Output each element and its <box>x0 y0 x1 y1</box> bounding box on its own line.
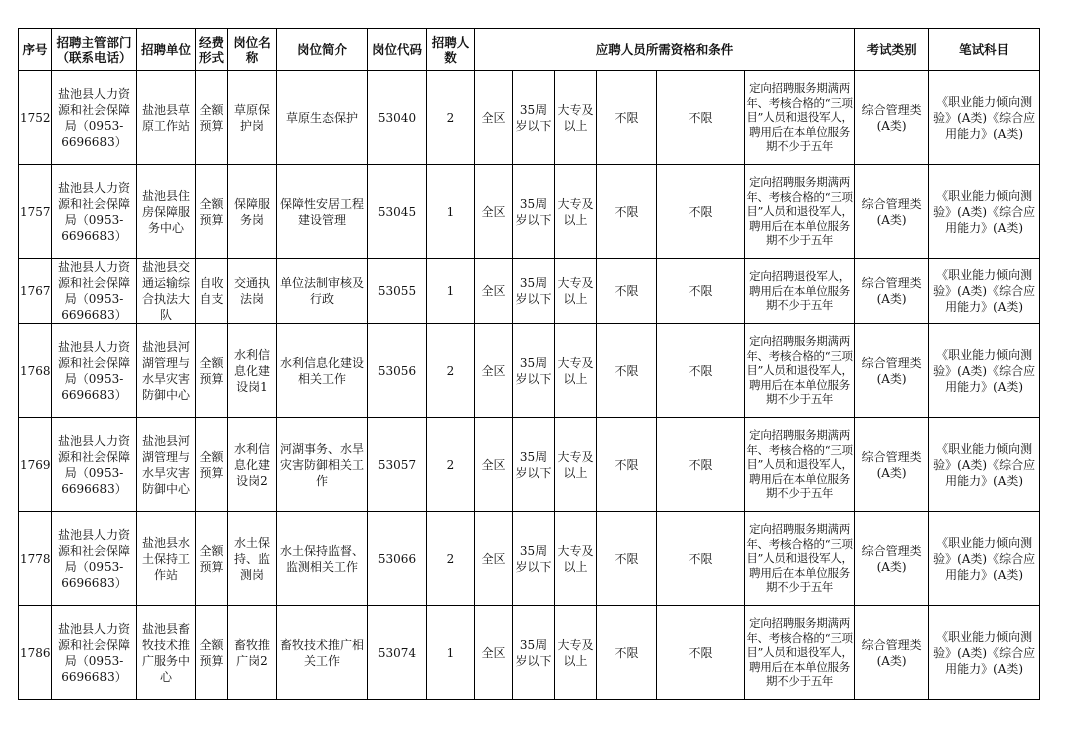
exam-type-cell: 综合管理类(A类) <box>855 165 929 259</box>
funding-cell: 自收自支 <box>196 259 228 324</box>
unit-cell: 盐池县住房保障服务中心 <box>137 165 196 259</box>
table-row <box>19 259 1040 324</box>
dept-cell: 盐池县人力资源和社会保障局（0953-6696683） <box>52 512 137 606</box>
special-requirements-cell: 定向招聘服务期满两年、考核合格的“三项目”人员和退役军人，聘用后在本单位服务期不少于五年 <box>745 512 855 606</box>
funding-cell: 全额预算 <box>196 512 228 606</box>
age-cell: 35周岁以下 <box>513 165 555 259</box>
post-code-cell: 53057 <box>368 418 427 512</box>
post-name-cell: 交通执法岗 <box>228 259 277 324</box>
condition-cell: 不限 <box>597 71 657 165</box>
post-name-cell: 水利信息化建设岗2 <box>228 418 277 512</box>
condition-cell: 不限 <box>597 259 657 324</box>
table-row <box>19 324 1040 418</box>
post-desc-cell: 水土保持监督、监测相关工作 <box>277 512 368 606</box>
written-subject-cell: 《职业能力倾向测验》(A类)《综合应用能力》(A类) <box>929 259 1040 324</box>
education-cell: 大专及以上 <box>555 418 597 512</box>
header-dept: 招聘主管部门（联系电话） <box>52 29 137 71</box>
header-post-desc: 岗位简介 <box>277 29 368 71</box>
dept-cell: 盐池县人力资源和社会保障局（0953-6696683） <box>52 259 137 324</box>
seq-cell: 1767 <box>19 259 52 324</box>
age-cell: 35周岁以下 <box>513 259 555 324</box>
special-requirements-cell: 定向招聘退役军人，聘用后在本单位服务期不少于五年 <box>745 259 855 324</box>
region-cell: 全区 <box>475 418 513 512</box>
count-cell: 2 <box>427 324 475 418</box>
dept-cell: 盐池县人力资源和社会保障局（0953-6696683） <box>52 71 137 165</box>
header-row <box>19 29 1040 71</box>
region-cell: 全区 <box>475 165 513 259</box>
condition-cell: 不限 <box>657 324 745 418</box>
post-desc-cell: 畜牧技术推广相关工作 <box>277 606 368 700</box>
condition-cell: 不限 <box>597 512 657 606</box>
seq-cell: 1786 <box>19 606 52 700</box>
post-name-cell: 保障服务岗 <box>228 165 277 259</box>
funding-cell: 全额预算 <box>196 418 228 512</box>
written-subject-cell: 《职业能力倾向测验》(A类)《综合应用能力》(A类) <box>929 606 1040 700</box>
exam-type-cell: 综合管理类(A类) <box>855 606 929 700</box>
seq-cell: 1757 <box>19 165 52 259</box>
header-unit: 招聘单位 <box>137 29 196 71</box>
header-post-code: 岗位代码 <box>368 29 427 71</box>
count-cell: 1 <box>427 606 475 700</box>
header-seq: 序号 <box>19 29 52 71</box>
unit-cell: 盐池县河湖管理与水旱灾害防御中心 <box>137 418 196 512</box>
written-subject-cell: 《职业能力倾向测验》(A类)《综合应用能力》(A类) <box>929 324 1040 418</box>
table-row <box>19 165 1040 259</box>
post-name-cell: 水土保持、监测岗 <box>228 512 277 606</box>
count-cell: 2 <box>427 71 475 165</box>
education-cell: 大专及以上 <box>555 259 597 324</box>
header-post-name: 岗位名称 <box>228 29 277 71</box>
region-cell: 全区 <box>475 259 513 324</box>
condition-cell: 不限 <box>657 606 745 700</box>
dept-cell: 盐池县人力资源和社会保障局（0953-6696683） <box>52 165 137 259</box>
count-cell: 1 <box>427 165 475 259</box>
unit-cell: 盐池县交通运输综合执法大队 <box>137 259 196 324</box>
funding-cell: 全额预算 <box>196 606 228 700</box>
post-desc-cell: 草原生态保护 <box>277 71 368 165</box>
age-cell: 35周岁以下 <box>513 606 555 700</box>
condition-cell: 不限 <box>597 324 657 418</box>
post-code-cell: 53056 <box>368 324 427 418</box>
seq-cell: 1769 <box>19 418 52 512</box>
post-code-cell: 53074 <box>368 606 427 700</box>
post-desc-cell: 单位法制审核及行政 <box>277 259 368 324</box>
post-code-cell: 53066 <box>368 512 427 606</box>
special-requirements-cell: 定向招聘服务期满两年、考核合格的“三项目”人员和退役军人，聘用后在本单位服务期不少于五年 <box>745 606 855 700</box>
region-cell: 全区 <box>475 324 513 418</box>
condition-cell: 不限 <box>657 418 745 512</box>
post-desc-cell: 河湖事务、水旱灾害防御相关工作 <box>277 418 368 512</box>
exam-type-cell: 综合管理类(A类) <box>855 259 929 324</box>
dept-cell: 盐池县人力资源和社会保障局（0953-6696683） <box>52 418 137 512</box>
region-cell: 全区 <box>475 71 513 165</box>
condition-cell: 不限 <box>597 165 657 259</box>
post-desc-cell: 保障性安居工程建设管理 <box>277 165 368 259</box>
post-name-cell: 畜牧推广岗2 <box>228 606 277 700</box>
dept-cell: 盐池县人力资源和社会保障局（0953-6696683） <box>52 324 137 418</box>
seq-cell: 1778 <box>19 512 52 606</box>
exam-type-cell: 综合管理类(A类) <box>855 418 929 512</box>
header-exam-type: 考试类别 <box>855 29 929 71</box>
education-cell: 大专及以上 <box>555 512 597 606</box>
header-written-subject: 笔试科目 <box>929 29 1040 71</box>
table-row <box>19 606 1040 700</box>
header-funding: 经费形式 <box>196 29 228 71</box>
post-name-cell: 草原保护岗 <box>228 71 277 165</box>
seq-cell: 1768 <box>19 324 52 418</box>
exam-type-cell: 综合管理类(A类) <box>855 71 929 165</box>
unit-cell: 盐池县河湖管理与水旱灾害防御中心 <box>137 324 196 418</box>
education-cell: 大专及以上 <box>555 165 597 259</box>
funding-cell: 全额预算 <box>196 71 228 165</box>
dept-cell: 盐池县人力资源和社会保障局（0953-6696683） <box>52 606 137 700</box>
exam-type-cell: 综合管理类(A类) <box>855 324 929 418</box>
count-cell: 1 <box>427 259 475 324</box>
condition-cell: 不限 <box>657 71 745 165</box>
table-row <box>19 418 1040 512</box>
count-cell: 2 <box>427 418 475 512</box>
table-row <box>19 71 1040 165</box>
post-code-cell: 53040 <box>368 71 427 165</box>
post-code-cell: 53055 <box>368 259 427 324</box>
condition-cell: 不限 <box>657 165 745 259</box>
condition-cell: 不限 <box>657 259 745 324</box>
condition-cell: 不限 <box>597 418 657 512</box>
age-cell: 35周岁以下 <box>513 71 555 165</box>
written-subject-cell: 《职业能力倾向测验》(A类)《综合应用能力》(A类) <box>929 418 1040 512</box>
age-cell: 35周岁以下 <box>513 512 555 606</box>
special-requirements-cell: 定向招聘服务期满两年、考核合格的“三项目”人员和退役军人，聘用后在本单位服务期不少于五年 <box>745 71 855 165</box>
education-cell: 大专及以上 <box>555 606 597 700</box>
age-cell: 35周岁以下 <box>513 418 555 512</box>
funding-cell: 全额预算 <box>196 324 228 418</box>
unit-cell: 盐池县水土保持工作站 <box>137 512 196 606</box>
special-requirements-cell: 定向招聘服务期满两年、考核合格的“三项目”人员和退役军人，聘用后在本单位服务期不少于五年 <box>745 324 855 418</box>
written-subject-cell: 《职业能力倾向测验》(A类)《综合应用能力》(A类) <box>929 512 1040 606</box>
region-cell: 全区 <box>475 512 513 606</box>
education-cell: 大专及以上 <box>555 324 597 418</box>
written-subject-cell: 《职业能力倾向测验》(A类)《综合应用能力》(A类) <box>929 71 1040 165</box>
written-subject-cell: 《职业能力倾向测验》(A类)《综合应用能力》(A类) <box>929 165 1040 259</box>
unit-cell: 盐池县草原工作站 <box>137 71 196 165</box>
special-requirements-cell: 定向招聘服务期满两年、考核合格的“三项目”人员和退役军人，聘用后在本单位服务期不少于五年 <box>745 418 855 512</box>
condition-cell: 不限 <box>597 606 657 700</box>
unit-cell: 盐池县畜牧技术推广服务中心 <box>137 606 196 700</box>
header-count: 招聘人数 <box>427 29 475 71</box>
age-cell: 35周岁以下 <box>513 324 555 418</box>
exam-type-cell: 综合管理类(A类) <box>855 512 929 606</box>
condition-cell: 不限 <box>657 512 745 606</box>
funding-cell: 全额预算 <box>196 165 228 259</box>
count-cell: 2 <box>427 512 475 606</box>
header-conditions: 应聘人员所需资格和条件 <box>475 29 855 71</box>
special-requirements-cell: 定向招聘服务期满两年、考核合格的“三项目”人员和退役军人，聘用后在本单位服务期不少于五年 <box>745 165 855 259</box>
post-code-cell: 53045 <box>368 165 427 259</box>
post-name-cell: 水利信息化建设岗1 <box>228 324 277 418</box>
recruitment-table <box>18 28 1040 700</box>
post-desc-cell: 水利信息化建设相关工作 <box>277 324 368 418</box>
table-row <box>19 512 1040 606</box>
region-cell: 全区 <box>475 606 513 700</box>
seq-cell: 1752 <box>19 71 52 165</box>
education-cell: 大专及以上 <box>555 71 597 165</box>
